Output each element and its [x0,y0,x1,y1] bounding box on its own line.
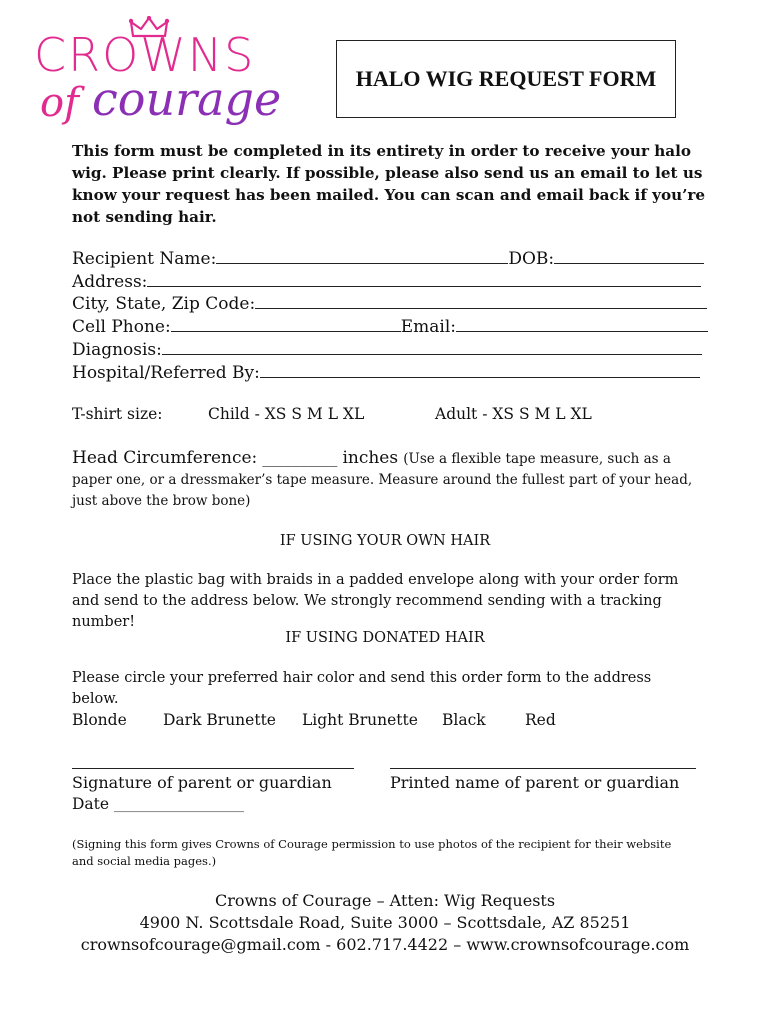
signature-label: Signature of parent or guardian [72,773,332,792]
footer-contact: crownsofcourage@gmail.com - 602.717.4422 – www.crownsofcourage.com [80,935,690,954]
date-field[interactable]: ____________________ [114,798,245,813]
own-hair-heading: IF USING YOUR OWN HAIR [279,533,491,549]
email-field[interactable] [456,316,708,332]
diagnosis-row [72,339,702,361]
address-row [72,271,701,293]
color-option-black[interactable]: Black [442,711,486,729]
tshirt-label: T-shirt size: [72,405,163,423]
printed-name-label: Printed name of parent or guardian [390,773,680,792]
date-label: Date [72,795,110,813]
color-option-dark-brunette[interactable]: Dark Brunette [163,711,276,729]
head-circumference-label: Head Circumference: [72,448,258,468]
footer [40,890,730,956]
cell-phone-label: Cell Phone: [72,317,171,337]
logo-crowns-text: CROWNS [34,28,256,82]
logo-courage-text: courage [92,72,282,126]
head-circumference-note: (Use a flexible tape measure, such as a paper one, or a dressmaker’s tape measure. Measure around the fullest part of your head, just above the brow bone) [72,451,693,509]
tshirt-adult-options[interactable]: Adult - XS S M L XL [435,405,592,423]
phone-email-row [72,316,708,338]
own-hair-text: Place the plastic bag with braids in a padded envelope along with your order form and send to the address below. We strongly recommend sending with a tracking number! [72,572,679,630]
address-field[interactable] [147,271,701,287]
date-row [72,795,244,813]
city-state-zip-label: City, State, Zip Code: [72,294,256,314]
form-title: HALO WIG REQUEST FORM [355,66,657,91]
footer-address: 4900 N. Scottsdale Road, Suite 3000 – Scottsdale, AZ 85251 [139,913,631,932]
recipient-name-field[interactable] [216,248,508,264]
hospital-row [72,362,700,384]
city-row [72,293,707,315]
diagnosis-field[interactable] [162,339,702,355]
head-circumference-field[interactable]: __________ [262,449,338,467]
head-circumference-block [72,448,712,511]
permission-note: (Signing this form gives Crowns of Courage permission to use photos of the recipient for their website and social media pages.) [72,837,672,868]
footer-org: Crowns of Courage – Atten: Wig Requests [214,891,556,910]
hospital-field[interactable] [260,362,700,378]
tshirt-child-options[interactable]: Child - XS S M L XL [208,405,365,423]
email-label: Email: [400,317,456,337]
printed-name-field[interactable] [390,768,696,769]
head-circumference-unit: inches [342,448,399,468]
color-option-blonde[interactable]: Blonde [72,711,127,729]
recipient-name-row [72,248,704,270]
address-label: Address: [72,272,148,292]
dob-label: DOB: [508,249,555,269]
logo-of-text: of [40,80,79,126]
title-box [336,40,676,118]
intro-text: This form must be completed in its entirety in order to receive your halo wig. Please print clearly. If possible, please also send us an email to let us know your request has been mailed. You can scan and email back if you’re not sending hair. [72,142,706,226]
recipient-name-label: Recipient Name: [72,249,217,269]
signature-field[interactable] [72,768,354,769]
donated-hair-heading: IF USING DONATED HAIR [285,630,485,646]
city-state-zip-field[interactable] [255,293,707,309]
cell-phone-field[interactable] [171,316,401,332]
hospital-label: Hospital/Referred By: [72,363,260,383]
color-option-light-brunette[interactable]: Light Brunette [302,711,418,729]
logo [34,22,324,132]
donated-hair-text: Please circle your preferred hair color and send this order form to the address below. [72,670,652,707]
color-option-red[interactable]: Red [525,711,556,729]
diagnosis-label: Diagnosis: [72,340,162,360]
dob-field[interactable] [554,248,704,264]
